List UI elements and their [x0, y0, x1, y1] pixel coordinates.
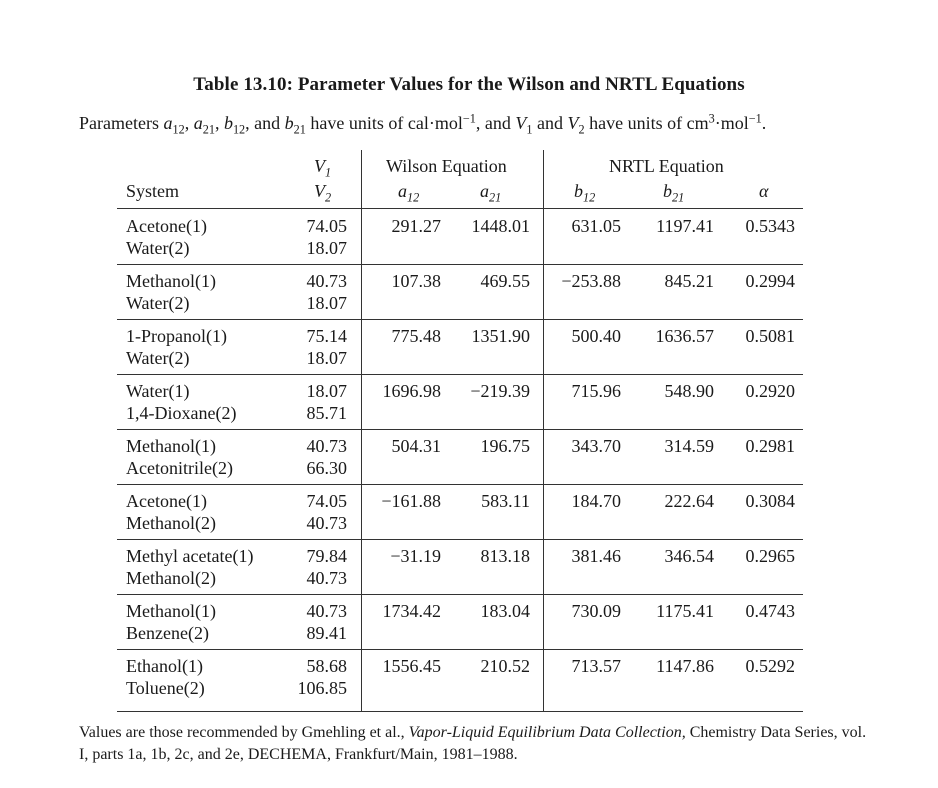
cell-a21: 583.11: [481, 491, 530, 511]
cell-alpha: 0.2994: [745, 271, 795, 291]
cell-b21: 314.59: [664, 436, 714, 456]
cell-component-1: Acetone(1): [126, 491, 207, 511]
cell-v1: 40.73: [306, 436, 347, 456]
cell-component-2: 1,4-Dioxane(2): [126, 403, 237, 423]
cell-a12: 1696.98: [382, 381, 441, 401]
cell-alpha: 0.5081: [745, 326, 795, 346]
row-divider: [117, 319, 803, 320]
cell-a21: 183.04: [480, 601, 530, 621]
cell-a12: 1734.42: [382, 601, 441, 621]
table-subtitle: Parameters $a_{12}$, $a_{21}$, $b_{12}$, and $b_{21}$ have units of cal·mol$^{-1}$, and $V_1$ and $V_2$ have units of $cm^3\cdot mol^{-1}$.: [79, 111, 767, 137]
row-divider: [117, 484, 803, 485]
cell-a21: 1351.90: [471, 326, 530, 346]
header-nrtl-equation: NRTL Equation: [609, 156, 724, 176]
cell-b12: 631.05: [571, 216, 621, 236]
cell-b12: −253.88: [561, 271, 621, 291]
cell-component-2: Toluene(2): [126, 678, 205, 698]
cell-v1: 74.05: [306, 216, 347, 236]
cell-v2: 18.07: [306, 348, 347, 368]
header-v2: $V_2$: [314, 181, 332, 205]
cell-v2: 40.73: [306, 513, 347, 533]
cell-component-2: Water(2): [126, 293, 190, 313]
cell-alpha: 0.4743: [745, 601, 795, 621]
cell-v2: 18.07: [306, 293, 347, 313]
cell-component-2: Water(2): [126, 238, 190, 258]
cell-component-2: Acetonitrile(2): [126, 458, 233, 478]
cell-alpha: 0.2920: [745, 381, 795, 401]
cell-v2: 18.07: [306, 238, 347, 258]
row-divider: [117, 264, 803, 265]
cell-v1: 58.68: [306, 656, 347, 676]
cell-b21: 222.64: [664, 491, 714, 511]
table-title: Table 13.10: Parameter Values for the Wilson and NRTL Equations: [193, 74, 745, 95]
cell-v1: 40.73: [306, 271, 347, 291]
cell-v2: 106.85: [297, 678, 347, 698]
cell-component-2: Benzene(2): [126, 623, 209, 643]
cell-v2: 85.71: [306, 403, 347, 423]
cell-b21: 1147.86: [656, 656, 714, 676]
cell-v1: 79.84: [306, 546, 347, 566]
cell-a12: 504.31: [391, 436, 441, 456]
cell-b21: 548.90: [664, 381, 714, 401]
cell-b12: 713.57: [571, 656, 621, 676]
cell-a12: 775.48: [391, 326, 441, 346]
cell-a21: 1448.01: [471, 216, 530, 236]
header-a12: $a_{12}$: [398, 181, 420, 205]
nrtl-column-divider: [543, 150, 544, 711]
header-b12: $b_{12}$: [574, 181, 596, 205]
cell-v1: 74.05: [306, 491, 347, 511]
cell-component-1: Methyl acetate(1): [126, 546, 254, 566]
cell-v1: 18.07: [306, 381, 347, 401]
cell-b21: 1636.57: [655, 326, 714, 346]
cell-component-1: 1-Propanol(1): [126, 326, 227, 346]
cell-alpha: 0.3084: [745, 491, 795, 511]
table-footnote: Values are those recommended by Gmehling et al., Vapor-Liquid Equilibrium Data Collection, Chemistry Data Series, vol. I, parts 1a, 1b, 2c, and 2e, DECHEMA, Frankfurt/Main, 1981–1988.: [79, 724, 867, 763]
cell-a12: 107.38: [391, 271, 441, 291]
row-divider: [117, 539, 803, 540]
header-system: System: [126, 181, 180, 201]
cell-a21: 196.75: [480, 436, 530, 456]
row-divider: [117, 374, 803, 375]
cell-b12: 343.70: [571, 436, 621, 456]
cell-b12: 184.70: [571, 491, 621, 511]
cell-b12: 730.09: [571, 601, 621, 621]
header-rule: [117, 208, 803, 209]
header-alpha: α: [759, 181, 769, 201]
cell-component-1: Acetone(1): [126, 216, 207, 236]
cell-component-1: Methanol(1): [126, 436, 216, 456]
cell-a21: 469.55: [480, 271, 530, 291]
cell-v1: 75.14: [306, 326, 347, 346]
cell-a21: 813.18: [480, 546, 530, 566]
cell-component-2: Methanol(2): [126, 513, 216, 533]
header-b21: $b_{21}$: [663, 181, 685, 205]
cell-component-1: Methanol(1): [126, 601, 216, 621]
cell-component-1: Water(1): [126, 381, 190, 401]
row-divider: [117, 594, 803, 595]
cell-alpha: 0.2981: [745, 436, 795, 456]
cell-b12: 381.46: [571, 546, 621, 566]
cell-a12: −161.88: [381, 491, 441, 511]
header-wilson-equation: Wilson Equation: [386, 156, 507, 176]
bottom-rule: [117, 711, 803, 712]
cell-component-2: Methanol(2): [126, 568, 216, 588]
cell-alpha: 0.5292: [745, 656, 795, 676]
cell-v1: 40.73: [306, 601, 347, 621]
cell-v2: 89.41: [306, 623, 347, 643]
row-divider: [117, 649, 803, 650]
cell-v2: 40.73: [306, 568, 347, 588]
cell-b21: 1175.41: [656, 601, 714, 621]
row-divider: [117, 429, 803, 430]
cell-component-1: Methanol(1): [126, 271, 216, 291]
wilson-column-divider: [361, 150, 362, 711]
cell-b21: 1197.41: [656, 216, 714, 236]
cell-b21: 845.21: [664, 271, 714, 291]
header-v1: $V_1$: [314, 156, 332, 180]
cell-b12: 500.40: [571, 326, 621, 346]
cell-a12: 291.27: [391, 216, 441, 236]
cell-a21: −219.39: [470, 381, 530, 401]
cell-component-2: Water(2): [126, 348, 190, 368]
cell-b12: 715.96: [571, 381, 621, 401]
cell-alpha: 0.5343: [745, 216, 795, 236]
cell-component-1: Ethanol(1): [126, 656, 203, 676]
cell-b21: 346.54: [664, 546, 714, 566]
header-a21: $a_{21}$: [480, 181, 502, 205]
cell-a12: 1556.45: [382, 656, 441, 676]
cell-a12: −31.19: [390, 546, 441, 566]
cell-a21: 210.52: [480, 656, 530, 676]
cell-alpha: 0.2965: [745, 546, 795, 566]
cell-v2: 66.30: [306, 458, 347, 478]
